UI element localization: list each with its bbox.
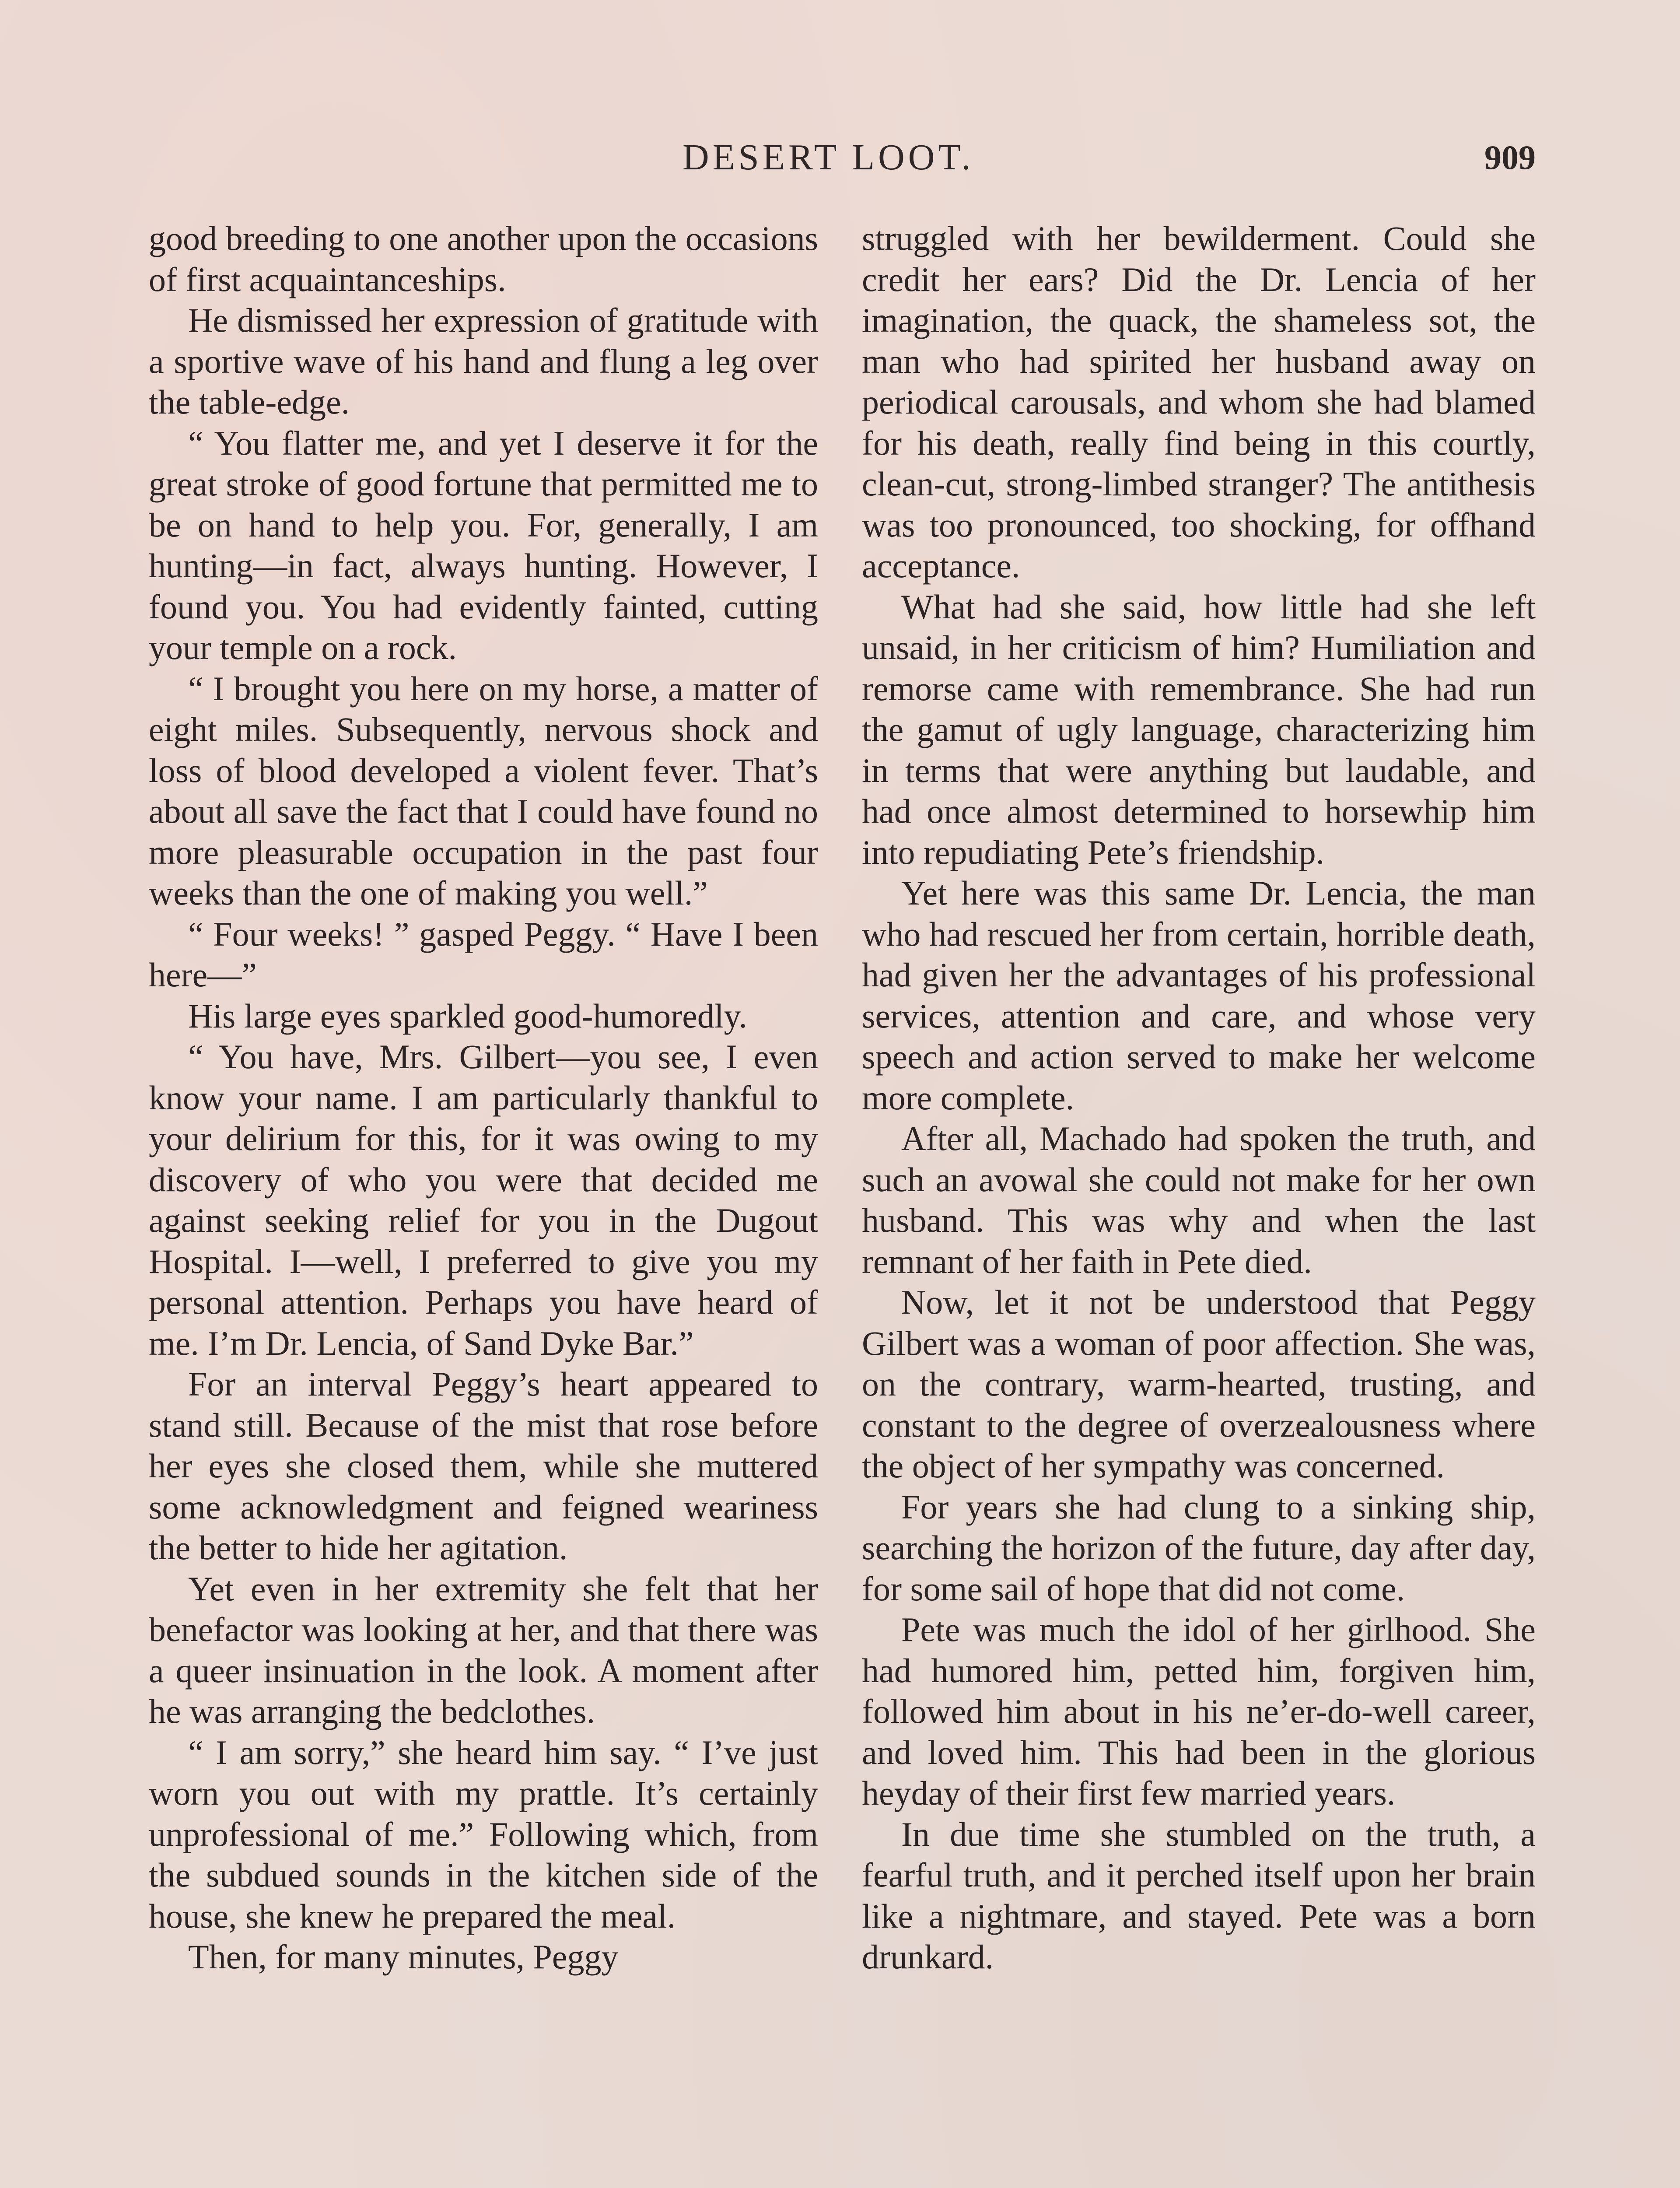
right-column xyxy=(862,218,1536,1978)
paragraph: For years she had clung to a sinking ship, searching the horizon of the future, day after day, for some sail of hope that did not come. xyxy=(862,1487,1536,1608)
paragraph: good breeding to one another upon the occasions of first acquaintanceships. xyxy=(149,219,818,298)
left-column xyxy=(149,218,818,1978)
running-title: DESERT LOOT. xyxy=(682,137,974,178)
paragraph: After all, Machado had spoken the truth, and such an avowal she could not make for her own husband. This was why and when the last remnant of her faith in Pete died. xyxy=(862,1119,1536,1280)
paragraph: Then, for many minutes, Peggy xyxy=(188,1938,619,1976)
paragraph: Yet even in her extremity she felt that her benefactor was looking at her, and that there was a queer insinuation in the look. A moment after he was arranging the bedclothes. xyxy=(149,1569,818,1730)
paragraph: What had she said, how little had she left unsaid, in her criticism of him? Humiliation and remorse came with remembrance. She had run the gamut of ugly language, characterizing him in terms that were anything but laudable, and had once almost determined to horsewhip him into repudiating Pete’s friendship. xyxy=(862,587,1536,871)
paragraph: “ Four weeks! ” gasped Peggy. “ Have I been here—” xyxy=(149,915,818,994)
paragraph: “ I brought you here on my horse, a matter of eight miles. Subsequently, nervous shock and loss of blood developed a violent fever. That’s about all save the fact that I could have found no more pleasurable occupation in the past four weeks than the one of making you well.” xyxy=(149,669,818,912)
paragraph: His large eyes sparkled good-humoredly. xyxy=(188,996,748,1035)
paragraph: For an interval Peggy’s heart appeared to stand still. Because of the mist that rose before her eyes she closed them, while she muttered some acknowledgment and feigned weariness the better to hide her agitation. xyxy=(149,1365,818,1567)
paragraph: “ You flatter me, and yet I deserve it for the great stroke of good fortune that permitted me to be on hand to help you. For, generally, I am hunting—in fact, always hunting. However, I found you. You had evidently fainted, cutting your temple on a rock. xyxy=(149,424,818,666)
paragraph: Yet here was this same Dr. Lencia, the man who had rescued her from certain, horrible death, had given her the advantages of his professional services, attention and care, and whose very speech and action served to make her welcome more complete. xyxy=(862,874,1536,1117)
paragraph: “ You have, Mrs. Gilbert—you see, I even know your name. I am particularly thankful to your delirium for this, for it was owing to my discovery of who you were that decided me against seeking relief for you in the Dugout Hospital. I—well, I preferred to give you my personal attention. Perhaps you have heard of me. I’m Dr. Lencia, of Sand Dyke Bar.” xyxy=(149,1038,818,1362)
paragraph: In due time she stumbled on the truth, a fearful truth, and it perched itself upon her brain like a nightmare, and stayed. Pete was a born drunkard. xyxy=(862,1815,1536,1976)
running-head xyxy=(0,131,1680,184)
paragraph: Pete was much the idol of her girlhood. She had humored him, petted him, forgiven him, followed him about in his ne’er-do-well career, and loved him. This had been in the glorious heyday of their first few married years. xyxy=(862,1610,1536,1812)
paragraph: Now, let it not be understood that Peggy Gilbert was a woman of poor affection. She was, on the contrary, warm-hearted, trusting, and constant to the degree of overzealousness where the object of her sympathy was concerned. xyxy=(862,1283,1536,1485)
page-number: 909 xyxy=(1484,138,1536,176)
paragraph: “ I am sorry,” she heard him say. “ I’ve just worn you out with my prattle. It’s certainly unprofessional of me.” Following which, from the subdued sounds in the kitchen side of the house, she knew he prepared the meal. xyxy=(149,1733,818,1935)
paragraph: struggled with her bewilderment. Could she credit her ears? Did the Dr. Lencia of her imagination, the quack, the shameless sot, the man who had spirited her husband away on periodical carousals, and whom she had blamed for his death, really find being in this courtly, clean-cut, strong-limbed stranger? The antithesis was too pronounced, too shocking, for offhand acceptance. xyxy=(862,219,1536,585)
paragraph: He dismissed her expression of gratitude with a sportive wave of his hand and flung a leg over the table-edge. xyxy=(149,301,818,421)
